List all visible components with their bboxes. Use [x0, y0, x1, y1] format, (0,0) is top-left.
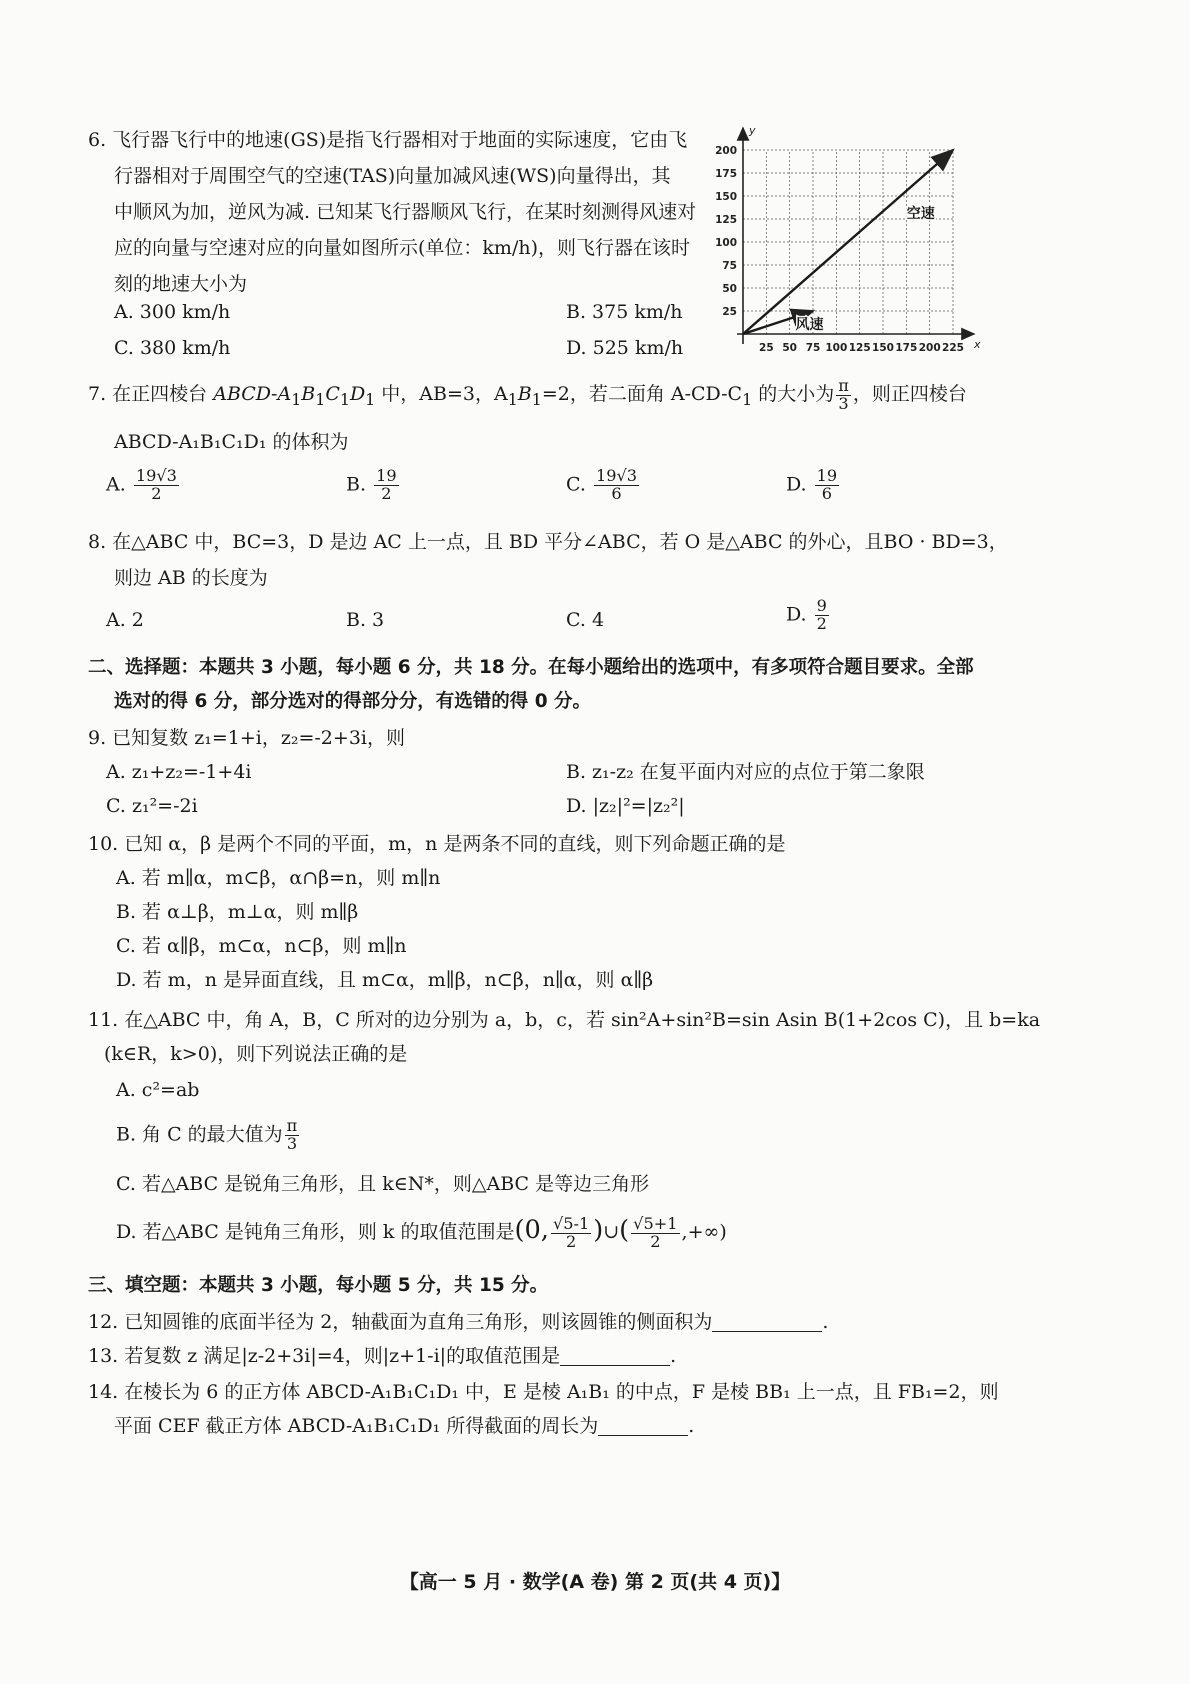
x-tick-label: 25 — [759, 342, 774, 354]
y-tick-label: 25 — [722, 306, 737, 318]
q7-option-a: A. $\frac{19√3}{2}$ — [106, 466, 177, 503]
section-3-heading: 三、填空题：本题共 3 小题，每小题 5 分，共 15 分。 — [88, 1275, 549, 1296]
q7-option-d: D. $\frac{19}{6}$ — [786, 466, 838, 503]
q12: 12. 已知圆锥的底面半径为 2，轴截面为直角三角形，则该圆锥的侧面积为 . — [88, 1311, 829, 1333]
q6-option-d: D. 525 km/h — [566, 337, 684, 359]
x-tick-label: 125 — [848, 342, 871, 354]
question-6 — [88, 122, 710, 302]
x-axis-label: x — [974, 338, 981, 351]
x-tick-label: 150 — [872, 342, 894, 354]
q11-option-c: C. 若△ABC 是锐角三角形，且 k∈N*，则△ABC 是等边三角形 — [116, 1173, 650, 1195]
q8-line1: 8. 在△ABC 中，BC=3，D 是边 AC 上一点，且 BD 平分∠ABC，若 O 是△ABC 的外心，且BO · BD=3， — [88, 531, 1008, 553]
q8-option-d: D. $\frac{9}{2}$ — [786, 596, 827, 633]
q7-text: =2，若二面角 A-CD-C — [541, 383, 743, 405]
y-tick-label: 175 — [715, 168, 737, 180]
q10-option-b: B. 若 α⊥β，m⊥α，则 m∥β — [116, 901, 359, 923]
q7-text: 的大小为 — [752, 383, 835, 405]
q10-option-d: D. 若 m，n 是异面直线，且 m⊂α，m∥β，n⊂β，n∥α，则 α∥β — [116, 969, 654, 991]
x-tick-label: 50 — [782, 342, 797, 354]
y-tick-label: 200 — [715, 145, 737, 157]
q7-text: 中，AB=3，A — [375, 383, 508, 405]
q7-option-c: C. $\frac{19√3}{6}$ — [566, 466, 638, 503]
section-2-heading-cont: 选对的得 6 分，部分选对的得部分分，有选错的得 0 分。 — [114, 691, 592, 712]
x-tick-label: 225 — [942, 342, 964, 354]
vector-arrow — [743, 150, 953, 334]
q8-option-b: B. 3 — [346, 609, 385, 631]
q14-line2: 平面 CEF 截正方体 ABCD-A₁B₁C₁D₁ 所得截面的周长为 . — [114, 1415, 695, 1437]
q10-option-a: A. 若 m∥α，m⊂β，α∩β=n，则 m∥n — [116, 867, 441, 889]
q6-line: 行器相对于周围空气的空速(TAS)向量加减风速(WS)向量得出，其 — [114, 165, 671, 187]
x-tick-label: 200 — [918, 342, 941, 354]
question-8 — [88, 524, 1090, 596]
y-tick-label: 50 — [722, 283, 737, 295]
y-tick-label: 150 — [715, 191, 737, 203]
y-axis-label: y — [749, 124, 756, 137]
wind-vector-chart — [712, 122, 982, 362]
y-tick-label: 100 — [715, 237, 737, 249]
q7-option-b: B. $\frac{19}{2}$ — [346, 466, 397, 503]
q7-line2: ABCD-A₁B₁C₁D₁ 的体积为 — [114, 430, 349, 453]
x-tick-label: 75 — [805, 342, 821, 354]
q6-line: 中顺风为加，逆风为减. 已知某飞行器顺风飞行，在某时刻测得风速对 — [114, 201, 697, 223]
vector-label: 风速 — [795, 317, 824, 333]
x-tick-label: 100 — [825, 342, 848, 354]
q13: 13. 若复数 z 满足|z-2+3i|=4，则|z+1-i|的取值范围是 . — [88, 1345, 677, 1367]
page-footer: 【高一 5 月 · 数学(A 卷) 第 2 页(共 4 页)】 — [399, 1571, 791, 1593]
q11-line2: (k∈R，k>0)，则下列说法正确的是 — [104, 1043, 408, 1065]
q9-option-b: B. z₁-z₂ 在复平面内对应的点位于第二象限 — [566, 761, 925, 783]
q8-option-c: C. 4 — [566, 609, 605, 631]
q10-option-c: C. 若 α∥β，m⊂α，n⊂β，则 m∥n — [116, 935, 407, 957]
q11-option-d: D. 若△ABC 是钝角三角形，则 k 的取值范围是(0, $\frac{√5-1}{2}$ )∪( $\frac{√5+1}{2}$ ,+∞) — [116, 1213, 727, 1251]
q6-line: 应的向量与空速对应的向量如图所示(单位：km/h)，则飞行器在该时 — [114, 237, 690, 259]
vector-label: 空速 — [906, 206, 935, 223]
q11-line1: 11. 在△ABC 中，角 A，B，C 所对的边分别为 a，b，c，若 sin²A+sin²B=sin Asin B(1+2cos C)，且 b=ka — [88, 1009, 1041, 1031]
q6-line: 刻的地速大小为 — [114, 273, 248, 295]
q9-option-c: C. z₁²=-2i — [106, 795, 198, 817]
q7-text: ，则正四棱台 — [852, 383, 967, 405]
question-7 — [88, 372, 1090, 462]
q7-angle-fraction: $\frac{\pi}{3}$ — [838, 375, 849, 413]
q6-line: 6. 飞行器飞行中的地速(GS)是指飞行器相对于地面的实际速度，它由飞 — [88, 129, 688, 151]
answer-blank[interactable] — [712, 1312, 822, 1332]
q6-option-a: A. 300 km/h — [114, 301, 231, 323]
q6-option-b: B. 375 km/h — [566, 301, 683, 323]
q8-line2: 则边 AB 的长度为 — [114, 567, 268, 589]
section-2-heading: 二、选择题：本题共 3 小题，每小题 6 分，共 18 分。在每小题给出的选项中，有多项符合题目要求。全部 — [88, 657, 974, 678]
q8-option-a: A. 2 — [106, 609, 144, 631]
q7-text: 7. 在正四棱台 — [88, 383, 214, 405]
q11-option-a: A. c²=ab — [116, 1079, 200, 1101]
answer-blank[interactable] — [560, 1346, 670, 1366]
q9-option-d: D. |z₂|²=|z₂²| — [566, 795, 685, 817]
y-tick-label: 75 — [722, 260, 737, 272]
q6-option-c: C. 380 km/h — [114, 337, 231, 359]
y-tick-label: 125 — [715, 214, 737, 226]
q7-line1: 7. 在正四棱台 ABCD-$A_1B_1C_1D_1$ 中，AB=3，$A_1B_1=2$，若二面角 $A-CD-C_1$ 的大小为 $\frac{\pi}{3}$ ，则正四棱台 — [88, 375, 967, 413]
q10-stem: 10. 已知 α，β 是两个不同的平面，m，n 是两条不同的直线，则下列命题正确的是 — [88, 833, 786, 855]
q14-line1: 14. 在棱长为 6 的正方体 ABCD-A₁B₁C₁D₁ 中，E 是棱 A₁B₁ 的中点，F 是棱 BB₁ 上一点，且 FB₁=2，则 — [88, 1381, 999, 1403]
q9-stem: 9. 已知复数 z₁=1+i，z₂=-2+3i，则 — [88, 727, 405, 749]
q9-option-a: A. z₁+z₂=-1+4i — [106, 761, 252, 783]
q11-option-b: B. 角 C 的最大值为 $\frac{\pi}{3}$ — [116, 1116, 298, 1153]
answer-blank[interactable] — [598, 1416, 688, 1436]
x-tick-label: 175 — [895, 342, 918, 354]
